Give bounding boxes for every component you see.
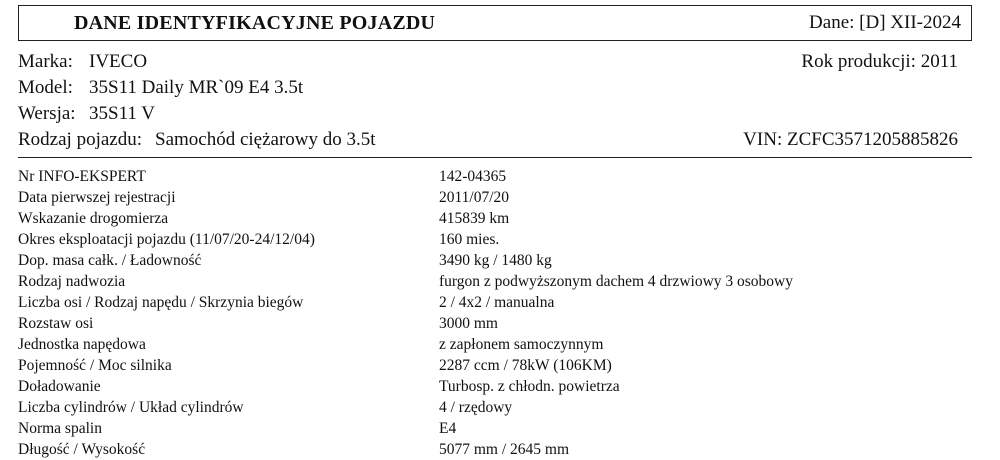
make-label: Marka: xyxy=(18,51,73,72)
table-row xyxy=(18,250,972,271)
row-label: Rodzaj nadwozia xyxy=(18,273,126,290)
production-year: Rok produkcji: 2011 xyxy=(801,51,958,72)
vehicle-type-label: Rodzaj pojazdu: xyxy=(18,129,142,150)
row-value: furgon z podwyższonym dachem 4 drzwiowy 3 osobowy xyxy=(439,273,793,290)
row-label: Okres eksploatacji pojazdu (11/07/20-24/12/04) xyxy=(18,231,315,248)
table-row xyxy=(18,418,972,439)
model-label: Model: xyxy=(18,77,73,98)
table-row xyxy=(18,292,972,313)
table-row xyxy=(18,334,972,355)
row-value: 160 mies. xyxy=(439,231,500,248)
row-label: Wskazanie drogomierza xyxy=(18,210,169,227)
row-value: Turbosp. z chłodn. powietrza xyxy=(439,378,620,395)
separator-rule xyxy=(18,157,972,158)
table-row xyxy=(18,313,972,334)
table-row xyxy=(18,208,972,229)
version-line xyxy=(18,103,155,125)
row-value: 142-04365 xyxy=(439,168,507,185)
details-table xyxy=(18,166,972,460)
row-label: Liczba osi / Rodzaj napędu / Skrzynia biegów xyxy=(18,294,304,311)
row-label: Długość / Wysokość xyxy=(18,441,146,458)
make-value: IVECO xyxy=(89,51,148,72)
row-label: Liczba cylindrów / Układ cylindrów xyxy=(18,399,244,416)
table-row xyxy=(18,166,972,187)
row-label: Dop. masa całk. / Ładowność xyxy=(18,252,202,269)
row-label: Norma spalin xyxy=(18,420,102,437)
table-row xyxy=(18,355,972,376)
model-line xyxy=(18,77,303,99)
table-row xyxy=(18,376,972,397)
row-value: 2287 ccm / 78kW (106KM) xyxy=(439,357,612,374)
row-label: Nr INFO-EKSPERT xyxy=(18,168,146,185)
table-row xyxy=(18,397,972,418)
table-row xyxy=(18,229,972,250)
row-value: 415839 km xyxy=(439,210,510,227)
row-label: Doładowanie xyxy=(18,378,101,395)
data-date: Dane: [D] XII-2024 xyxy=(809,12,961,33)
row-value: z zapłonem samoczynnym xyxy=(439,336,604,353)
vehicle-type-line xyxy=(18,129,376,151)
row-label: Jednostka napędowa xyxy=(18,336,146,353)
row-value: 5077 mm / 2645 mm xyxy=(439,441,570,458)
header-box xyxy=(18,5,972,41)
vin: VIN: ZCFC3571205885826 xyxy=(743,129,958,150)
model-value: 35S11 Daily MR`09 E4 3.5t xyxy=(89,77,304,98)
document-title: DANE IDENTYFIKACYJNE POJAZDU xyxy=(74,12,436,34)
row-label: Pojemność / Moc silnika xyxy=(18,357,172,374)
row-value: 2 / 4x2 / manualna xyxy=(439,294,555,311)
row-label: Rozstaw osi xyxy=(18,315,94,332)
row-value: 3000 mm xyxy=(439,315,498,332)
row-value: 4 / rzędowy xyxy=(439,399,513,416)
table-row xyxy=(18,187,972,208)
version-value: 35S11 V xyxy=(89,103,155,124)
row-value: 2011/07/20 xyxy=(439,189,510,206)
table-row xyxy=(18,439,972,460)
row-value: E4 xyxy=(439,420,457,437)
table-row xyxy=(18,271,972,292)
vehicle-type-value: Samochód ciężarowy do 3.5t xyxy=(155,129,376,150)
make-line xyxy=(18,51,147,73)
version-label: Wersja: xyxy=(18,103,76,124)
row-label: Data pierwszej rejestracji xyxy=(18,189,176,206)
row-value: 3490 kg / 1480 kg xyxy=(439,252,552,269)
